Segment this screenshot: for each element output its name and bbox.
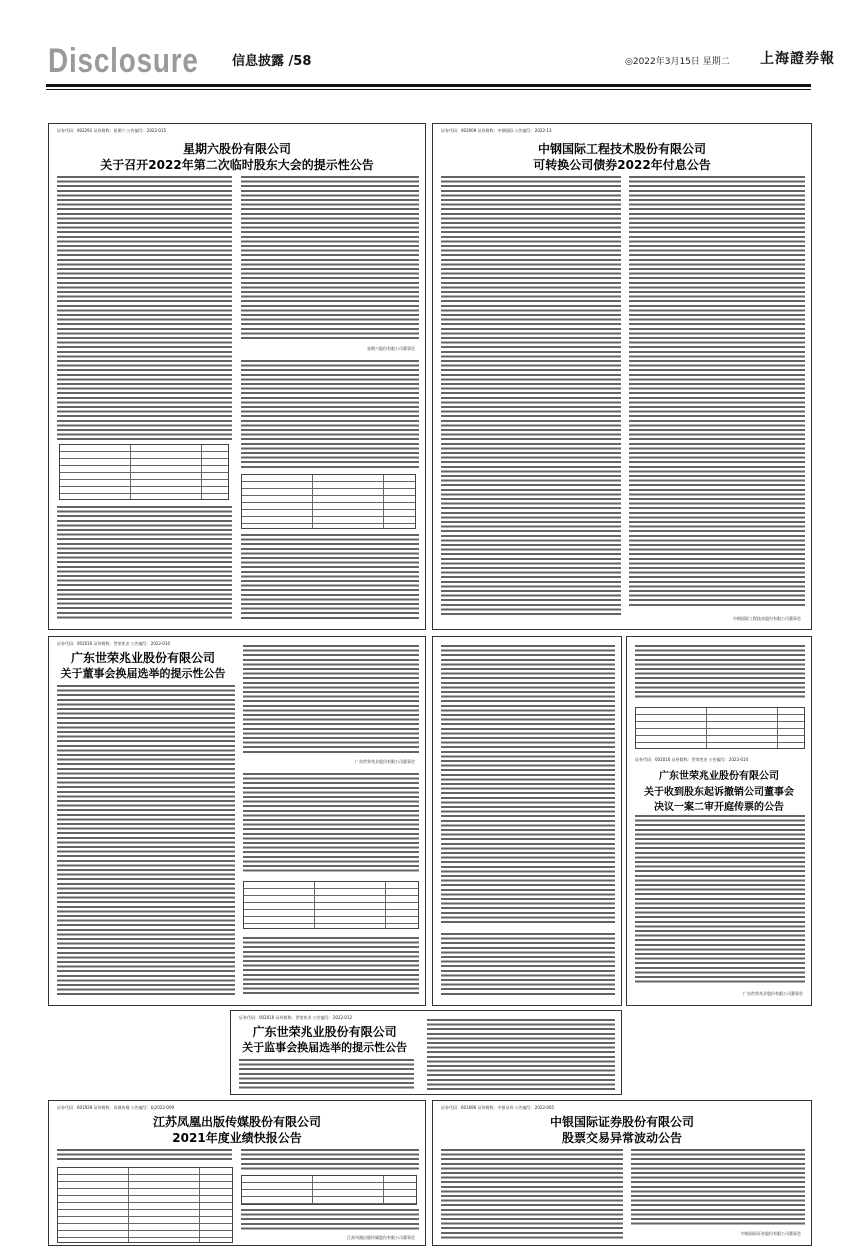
masthead-rule <box>46 84 811 87</box>
notice-title: 关于收到股东起诉撤销公司董事会 <box>644 787 794 798</box>
notice-signature: 星期六股份有限公司董事会 <box>367 346 415 351</box>
body-text-lower <box>441 933 615 997</box>
notice-company: 广东世荣兆业股份有限公司 <box>252 1025 397 1039</box>
body-text-left <box>57 176 232 441</box>
notice-title: 可转换公司债券2022年付息公告 <box>533 158 711 172</box>
notice-zhongyin <box>432 1100 812 1246</box>
notice-signature: 广东世荣兆业股份有限公司董事会 <box>355 759 415 764</box>
notice-shirong-supervisors <box>230 1010 622 1095</box>
body-text-left <box>57 685 235 997</box>
proposal-table <box>59 444 229 500</box>
body-text-top <box>635 645 805 700</box>
notice-company: 中银国际证券股份有限公司 <box>549 1115 694 1129</box>
attachment-text <box>243 773 419 873</box>
notice-code: 证券代码：601928 证券简称：凤凰传媒 公告编号：临2022-009 <box>57 1105 175 1110</box>
body-text-right <box>427 1019 615 1091</box>
notice-title: 关于召开2022年第二次临时股东大会的提示性公告 <box>100 158 374 172</box>
notice-zhonggang <box>432 123 812 630</box>
body-text-right-lower <box>241 1209 419 1231</box>
notice-shirong-continued <box>432 636 622 1006</box>
notice-shirong-board <box>48 636 426 1006</box>
body-text-left <box>441 176 621 616</box>
notice-xingqiliu <box>48 123 426 630</box>
notice-code: 证券代码：002291 证券简称：星期六 公告编号：2022-015 <box>57 128 167 133</box>
masthead <box>0 0 857 110</box>
notice-signature: 中钢国际工程技术股份有限公司董事会 <box>733 616 801 621</box>
notice-code: 证券代码：002016 证券简称：世荣兆业 公告编号：2022-014 <box>635 757 749 762</box>
body-text-lower <box>243 937 419 997</box>
body-text-lower-right <box>241 534 419 619</box>
notice-code: 证券代码：002009 证券简称：中钢国际 公告编号：2022-13 <box>441 128 552 133</box>
body-text <box>441 645 615 925</box>
financial-table-2 <box>241 1175 417 1205</box>
body-text-left <box>239 1059 414 1091</box>
body-text-right <box>629 176 805 606</box>
notice-signature: 江苏凤凰出版传媒股份有限公司董事会 <box>347 1235 415 1240</box>
notice-company: 中钢国际工程技术股份有限公司 <box>537 142 706 156</box>
paper-name: 上海證券報 <box>760 51 835 67</box>
notice-code: 证券代码：601696 证券简称：中银证券 公告编号：2022-005 <box>441 1105 555 1110</box>
notice-shirong-lawsuit <box>626 636 812 1006</box>
body-text-right <box>241 1149 419 1171</box>
notice-fenghuang <box>48 1100 426 1246</box>
body-text-mid <box>243 645 419 755</box>
notice-company: 星期六股份有限公司 <box>182 142 291 156</box>
notice-code: 证券代码：002016 证券简称：世荣兆业 公告编号：2022-010 <box>57 641 171 646</box>
notice-title: 2021年度业绩快报公告 <box>172 1131 302 1145</box>
notice-signature: 中银国际证券股份有限公司董事会 <box>741 1231 801 1236</box>
candidate-table <box>635 707 805 749</box>
notice-company: 广东世荣兆业股份有限公司 <box>70 651 215 665</box>
masthead-rule-thin <box>46 89 811 90</box>
notice-title-line2: 决议一案二审开庭传票的公告 <box>654 802 784 813</box>
proxy-table <box>241 474 416 529</box>
notice-company: 江苏凤凰出版传媒股份有限公司 <box>152 1115 321 1129</box>
financial-table <box>57 1167 233 1243</box>
notice-signature: 广东世荣兆业股份有限公司董事会 <box>743 991 803 996</box>
candidate-table <box>243 881 419 929</box>
attachment-text <box>241 360 419 470</box>
section-title: 信息披露 /58 <box>232 54 312 69</box>
body-text <box>635 815 805 985</box>
body-text-right <box>241 176 419 341</box>
section-word: Disclosure <box>48 42 199 80</box>
body-text-left <box>441 1149 623 1239</box>
issue-date: ◎2022年3月15日 星期二 <box>625 57 730 67</box>
notice-title: 关于监事会换届选举的提示性公告 <box>242 1041 408 1054</box>
intro-text <box>57 1149 232 1163</box>
notice-title: 关于董事会换届选举的提示性公告 <box>60 667 226 680</box>
notice-title: 股票交易异常波动公告 <box>561 1131 682 1145</box>
body-text-right <box>631 1149 805 1225</box>
notice-company: 广东世荣兆业股份有限公司 <box>659 771 779 782</box>
body-text-lower-left <box>57 506 232 621</box>
notice-code: 证券代码：002016 证券简称：世荣兆业 公告编号：2022-012 <box>239 1015 353 1020</box>
